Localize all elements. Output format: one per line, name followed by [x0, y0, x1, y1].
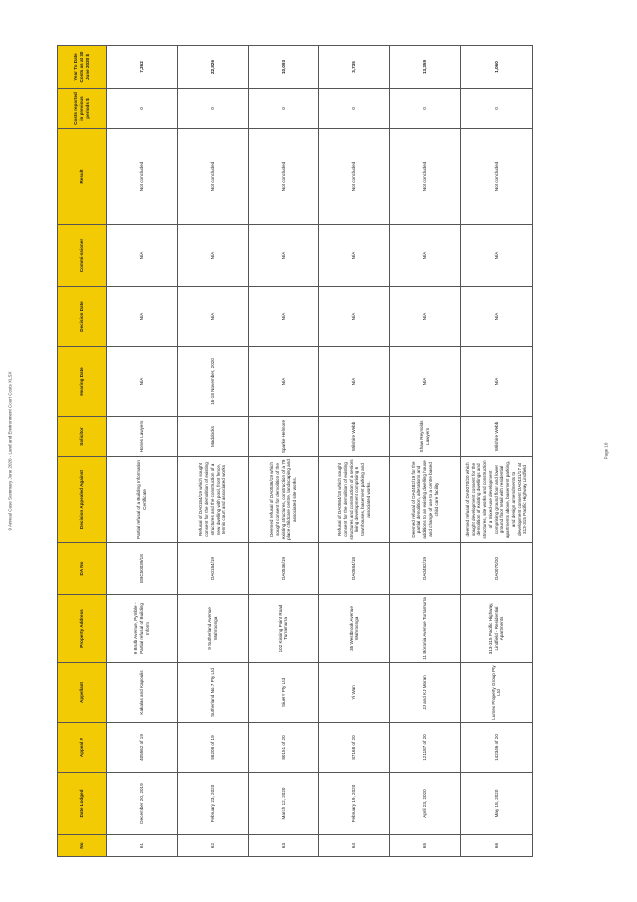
- cell-prev-costs: 0: [107, 89, 178, 129]
- cell-commissioner: N/A: [460, 225, 532, 287]
- cell-no: 64: [319, 835, 390, 857]
- cell-hearing-date: N/A: [248, 347, 319, 417]
- cell-date-lodged: February 23, 2020: [177, 773, 248, 835]
- col-header-result: Result: [58, 129, 107, 225]
- cell-property-address: 11 Boronia Avenue Turramurra: [390, 595, 461, 663]
- cell-decision-date: N/A: [390, 287, 461, 347]
- cell-decision-date: N/A: [460, 287, 532, 347]
- col-header-da-no: DA No: [58, 543, 107, 595]
- cell-no: 65: [390, 835, 461, 857]
- cell-property-address: 313-315 Pacific Highway, Lindfield - Residential Apartments: [460, 595, 532, 663]
- cell-commissioner: N/A: [107, 225, 178, 287]
- cell-prev-costs: 0: [177, 89, 248, 129]
- cell-date-lodged: December 20, 2019: [107, 773, 178, 835]
- cell-property-address: 9 Brulb Avenue, Pymble - Partial refusal of Building Inform: [107, 595, 178, 663]
- cell-ytd-costs: 22,826: [177, 46, 248, 89]
- cell-solicitor: Sparke Helmore: [248, 417, 319, 457]
- cell-commissioner: N/A: [177, 225, 248, 287]
- table-row: [177, 46, 248, 857]
- col-header-decision-appealed: Decision Appealed Against: [58, 457, 107, 543]
- cell-da-no: DA0536/19: [248, 543, 319, 595]
- cell-hearing-date: N/A: [390, 347, 461, 417]
- cell-decision-appealed: Refusal of DA0584/18 which sought consent for the demolition of existing structures and construction of a seniors living development comprising 6 townhouses, basement parking and associated works.: [319, 457, 390, 543]
- cell-da-no: DA0584/18: [319, 543, 390, 595]
- cell-result: Not concluded: [177, 129, 248, 225]
- cell-commissioner: N/A: [248, 225, 319, 287]
- col-header-hearing-date: Hearing Date: [58, 347, 107, 417]
- table-row: [107, 46, 178, 857]
- cell-ytd-costs: 13,359: [390, 46, 461, 89]
- cell-result: Not concluded: [319, 129, 390, 225]
- col-header-no: No: [58, 835, 107, 857]
- header-row: [58, 46, 107, 857]
- cell-result: Not concluded: [248, 129, 319, 225]
- cell-prev-costs: 0: [248, 89, 319, 129]
- table-row: [390, 46, 461, 857]
- cell-date-lodged: March 12, 2020: [248, 773, 319, 835]
- cell-result: Not concluded: [107, 129, 178, 225]
- cell-no: 63: [248, 835, 319, 857]
- table-row: [460, 46, 532, 857]
- page-number: Page 10: [603, 442, 609, 460]
- cell-no: 62: [177, 835, 248, 857]
- col-header-ytd-costs: Year To Date Costs as at 30 June 2020 $: [58, 46, 107, 89]
- case-summary-table-wrapper: [57, 46, 533, 857]
- cell-no: 66: [460, 835, 532, 857]
- col-header-appeal: Appeal #: [58, 723, 107, 773]
- col-header-prev-costs: Costs reported in previous periods $: [58, 89, 107, 129]
- cell-commissioner: N/A: [390, 225, 461, 287]
- cell-commissioner: N/A: [319, 225, 390, 287]
- col-header-property-address: Property Address: [58, 595, 107, 663]
- cell-appellant: SiueIY Pty Ltd: [248, 663, 319, 723]
- rotated-table-frame: [57, 46, 533, 857]
- cell-decision-appealed: Partial refusal of a Building Information Certificate: [107, 457, 178, 543]
- cell-date-lodged: April 23, 2020: [390, 773, 461, 835]
- col-header-appellant: Appellant: [58, 663, 107, 723]
- cell-da-no: DA0070/20: [460, 543, 532, 595]
- cell-ytd-costs: 7,262: [107, 46, 178, 89]
- table-row: [319, 46, 390, 857]
- cell-decision-date: N/A: [177, 287, 248, 347]
- cell-date-lodged: May 18, 2020: [460, 773, 532, 835]
- col-header-commissioner: Commi-ssioner: [58, 225, 107, 287]
- cell-appellant: Sutherland No.7 Pty Ltd: [177, 663, 248, 723]
- cell-prev-costs: 0: [319, 89, 390, 129]
- cell-decision-date: N/A: [248, 287, 319, 347]
- document-side-title: 9 Annual Case Summary June 2020 - Land and Environment Court Costs XLSX: [7, 371, 13, 531]
- cell-decision-date: N/A: [319, 287, 390, 347]
- cell-ytd-costs: 3,735: [319, 46, 390, 89]
- case-summary-table: [57, 45, 533, 857]
- cell-appellant: Lumex Property Group Pty Ltd: [460, 663, 532, 723]
- cell-ytd-costs: 1,060: [460, 46, 532, 89]
- cell-prev-costs: 0: [460, 89, 532, 129]
- col-header-solicitor: Solicitor: [58, 417, 107, 457]
- table-row: [248, 46, 319, 857]
- cell-hearing-date: N/A: [460, 347, 532, 417]
- cell-da-no: EBC50039/18: [107, 543, 178, 595]
- col-header-date-lodged: Date Lodged: [58, 773, 107, 835]
- cell-date-lodged: February 19, 2020: [319, 773, 390, 835]
- cell-hearing-date: N/A: [107, 347, 178, 417]
- cell-appeal: 142346 of 20: [460, 723, 532, 773]
- cell-appellant: JJ and KJ Moran: [390, 663, 461, 723]
- cell-result: Not concluded: [460, 129, 532, 225]
- cell-property-address: 35 Westbrook Avenue Wahroonga: [319, 595, 390, 663]
- cell-appeal: 80151 of 20: [248, 723, 319, 773]
- cell-hearing-date: N/A: [319, 347, 390, 417]
- cell-decision-appealed: Deemed refusal of DA0482/19 for the partial demolition, alterations and additions to an existing dwelling house and change of use to a centre based child care facility: [390, 457, 461, 543]
- cell-solicitor: Shaw Reynolds Lawyers: [390, 417, 461, 457]
- cell-ytd-costs: 10,093: [248, 46, 319, 89]
- cell-property-address: 9 Sutherland Avenue Wahroonga: [177, 595, 248, 663]
- col-header-decision-date: Decision Date: [58, 287, 107, 347]
- cell-decision-appealed: Refusal of DA0184/19 which sought consent for the demolition of existing structures and the construction of a new dwelling with pool, front fence, tennis court and associated works: [177, 457, 248, 543]
- cell-appellant: Yi Wan: [319, 663, 390, 723]
- cell-hearing-date: 16-18 November, 2020: [177, 347, 248, 417]
- cell-appeal: 58208 of 19: [177, 723, 248, 773]
- cell-appeal: 121187 of 20: [390, 723, 461, 773]
- cell-solicitor: Hones Lawyers: [107, 417, 178, 457]
- cell-da-no: DA0184/19: [177, 543, 248, 595]
- cell-solicitor: Wilshire Webb: [460, 417, 532, 457]
- cell-decision-date: N/A: [107, 287, 178, 347]
- cell-result: Not concluded: [390, 129, 461, 225]
- cell-appellant: Kakalas and Kapoulis: [107, 663, 178, 723]
- cell-solicitor: Maddocks: [177, 417, 248, 457]
- cell-decision-appealed: deemed refusal of DA0070/20 which sought development consent for the demolition of existing dwellings and structures, site works and construction of a mixed-use development comprising ground floor and lower ground floor retail with residential apartments above, basement parking, and design amendments to development consent DA0431/17 at 313-315 Pacific Highway Lindfield: [460, 457, 532, 543]
- cell-no: 61: [107, 835, 178, 857]
- cell-decision-appealed: Deemed refusal of DA0536/19 which sought consent for demolition of the existing structures, construction of a 79 place childcare centre, landscaping and associated site works.: [248, 457, 319, 543]
- cell-prev-costs: 0: [390, 89, 461, 129]
- cell-appeal: 405562 of 19: [107, 723, 178, 773]
- cell-appeal: 87168 of 20: [319, 723, 390, 773]
- cell-da-no: DA0482/19: [390, 543, 461, 595]
- cell-solicitor: Wilshire Webb: [319, 417, 390, 457]
- cell-property-address: 102 Kissing Point Road Turramurra: [248, 595, 319, 663]
